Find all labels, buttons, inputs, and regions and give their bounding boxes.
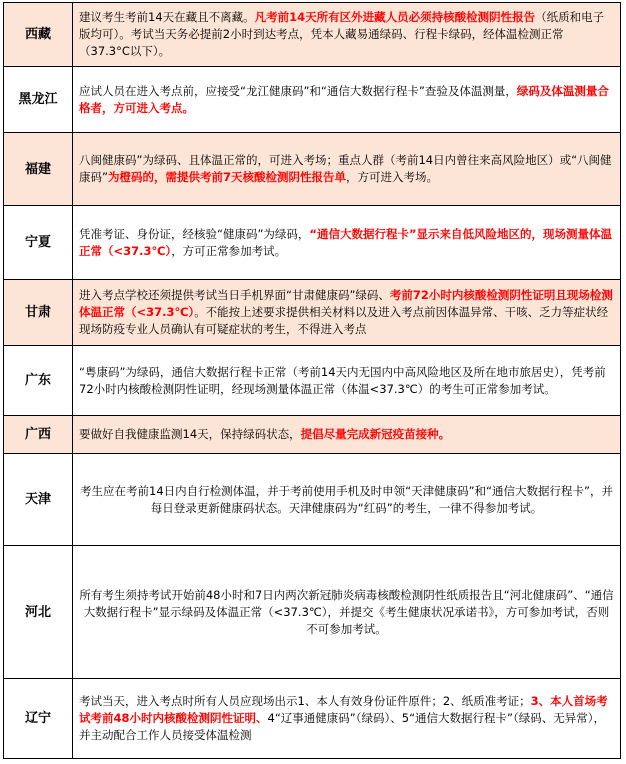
province-cell [4, 133, 73, 206]
table-row [4, 133, 621, 206]
province-cell [4, 416, 73, 454]
policy-text: “粤康码”为绿码，通信大数据行程卡正常（考前14天内无国内中高风险地区及所在地市旅居史），凭考前72小时内核酸检测阴性证明，经现场测量体温正常（体温<37.3℃）的考生可正常参加考试。 [79, 364, 606, 396]
province-name: 福建 [24, 161, 51, 177]
policy-cell [73, 3, 621, 67]
province-cell [4, 546, 73, 679]
province-name: 天津 [24, 492, 51, 507]
table-row [4, 206, 621, 280]
province-name: 宁夏 [24, 235, 51, 250]
province-name: 广西 [24, 427, 51, 442]
policy-text: 进入考点学校还须提供考试当日手机界面“甘肃健康码”绿码、 [79, 288, 390, 302]
policy-text: 考试当天，进入考点时所有人员应现场出示1、本人有效身份证件原件；2、纸质准考证； [79, 694, 531, 708]
policy-text: （纸质和电子版均可）。考试当天务必提前2小时到达考点，凭本人藏易通绿码、行程卡绿码，经体温检测正常（37.3°C以下）。 [79, 10, 605, 58]
policy-highlight: 凡考前14天所有区外进藏人员必须持核酸检测阴性报告 [254, 10, 536, 24]
province-name: 甘肃 [24, 305, 51, 320]
policy-cell [73, 546, 621, 679]
table-row [4, 679, 621, 759]
province-name: 西藏 [24, 27, 51, 42]
province-cell [4, 67, 73, 133]
policy-highlight: “通信大数据行程卡”显示来自低风险地区的，现场测量体温正常（<37.3℃） [79, 226, 613, 258]
policy-cell [73, 416, 621, 454]
province-cell [4, 3, 73, 67]
policy-text: ，方可正常参加考试。 [171, 243, 287, 258]
table-row [4, 416, 621, 454]
policy-text: 凭准考证、身份证，经核验“健康码”为绿码， [79, 226, 310, 241]
policy-text: 建议考生考前14天在藏且不离藏。 [79, 10, 255, 24]
table-row [4, 454, 621, 546]
policy-text: 应试人员在进入考点前，应接受“龙江健康码”和“通信大数据行程卡”查验及体温测量， [79, 83, 517, 98]
table-row [4, 3, 621, 67]
policy-text: 所有考生须持考试开始前48小时和7日内两次新冠肺炎病毒核酸检测阴性纸质报告且“河北健康码”、“通信大数据行程卡”显示绿码及体温正常（<37.3℃），并提交《考生健康状况承诺书》，方可参加考试，否则不可参加考试。 [79, 587, 614, 636]
province-cell [4, 454, 73, 546]
province-cell [4, 280, 73, 346]
table-row [4, 67, 621, 133]
table-row [4, 546, 621, 679]
policy-text: 要做好自我健康监测14天，保持绿码状态， [79, 427, 301, 441]
policy-cell [73, 206, 621, 280]
policy-cell [73, 346, 621, 416]
policy-cell [73, 280, 621, 346]
policy-text: 4“辽事通健康码”（绿码）、5“通信大数据行程卡”（绿码、无异常），并主动配合工作人员接受体温检测 [79, 711, 605, 742]
province-cell [4, 679, 73, 759]
province-name: 辽宁 [24, 711, 51, 726]
policy-cell [73, 679, 621, 759]
table-row [4, 346, 621, 416]
policy-text: 八闽健康码”为绿码、且体温正常的，可进入考场；重点人群（考前14日内曾往来高风险地区）或“八闽健康码” [79, 153, 612, 184]
policy-cell [73, 133, 621, 206]
policy-text: ，方可进入考场。 [345, 170, 438, 184]
policy-highlight: 3、本人首场考试考前48小时内核酸检测阴性证明、 [79, 694, 608, 725]
province-name: 河北 [24, 604, 51, 620]
policy-text: 考生应在考前14日内自行检测体温，并于考前使用手机及时申领“天津健康码”和“通信大数据行程卡”，并每日登录更新健康码状态。天津健康码为“红码”的考生，一律不得参加考试。 [80, 483, 613, 515]
province-name: 广东 [24, 373, 51, 388]
policy-highlight: 为橙码的，需提供考前7天核酸检测阴性报告单 [107, 170, 346, 184]
policy-cell [73, 67, 621, 133]
table-row [4, 280, 621, 346]
policy-highlight: 绿码及体温测量合格者，方可进入考点。 [79, 83, 609, 115]
exam-policy-table [3, 2, 621, 759]
province-name: 黑龙江 [18, 92, 58, 107]
policy-highlight: 提倡尽量完成新冠疫苗接种。 [300, 427, 451, 441]
policy-text: 。不能按上述要求提供相关材料以及进入考点前因体温异常、干咳、乏力等症状经现场防疫专业人员确认有可疑症状的考生，不得进入考点 [79, 305, 609, 336]
province-cell [4, 206, 73, 280]
policy-cell [73, 454, 621, 546]
policy-highlight: 考前72小时内核酸检测阴性证明且现场检测体温正常（<37.3℃） [79, 288, 613, 319]
province-cell [4, 346, 73, 416]
